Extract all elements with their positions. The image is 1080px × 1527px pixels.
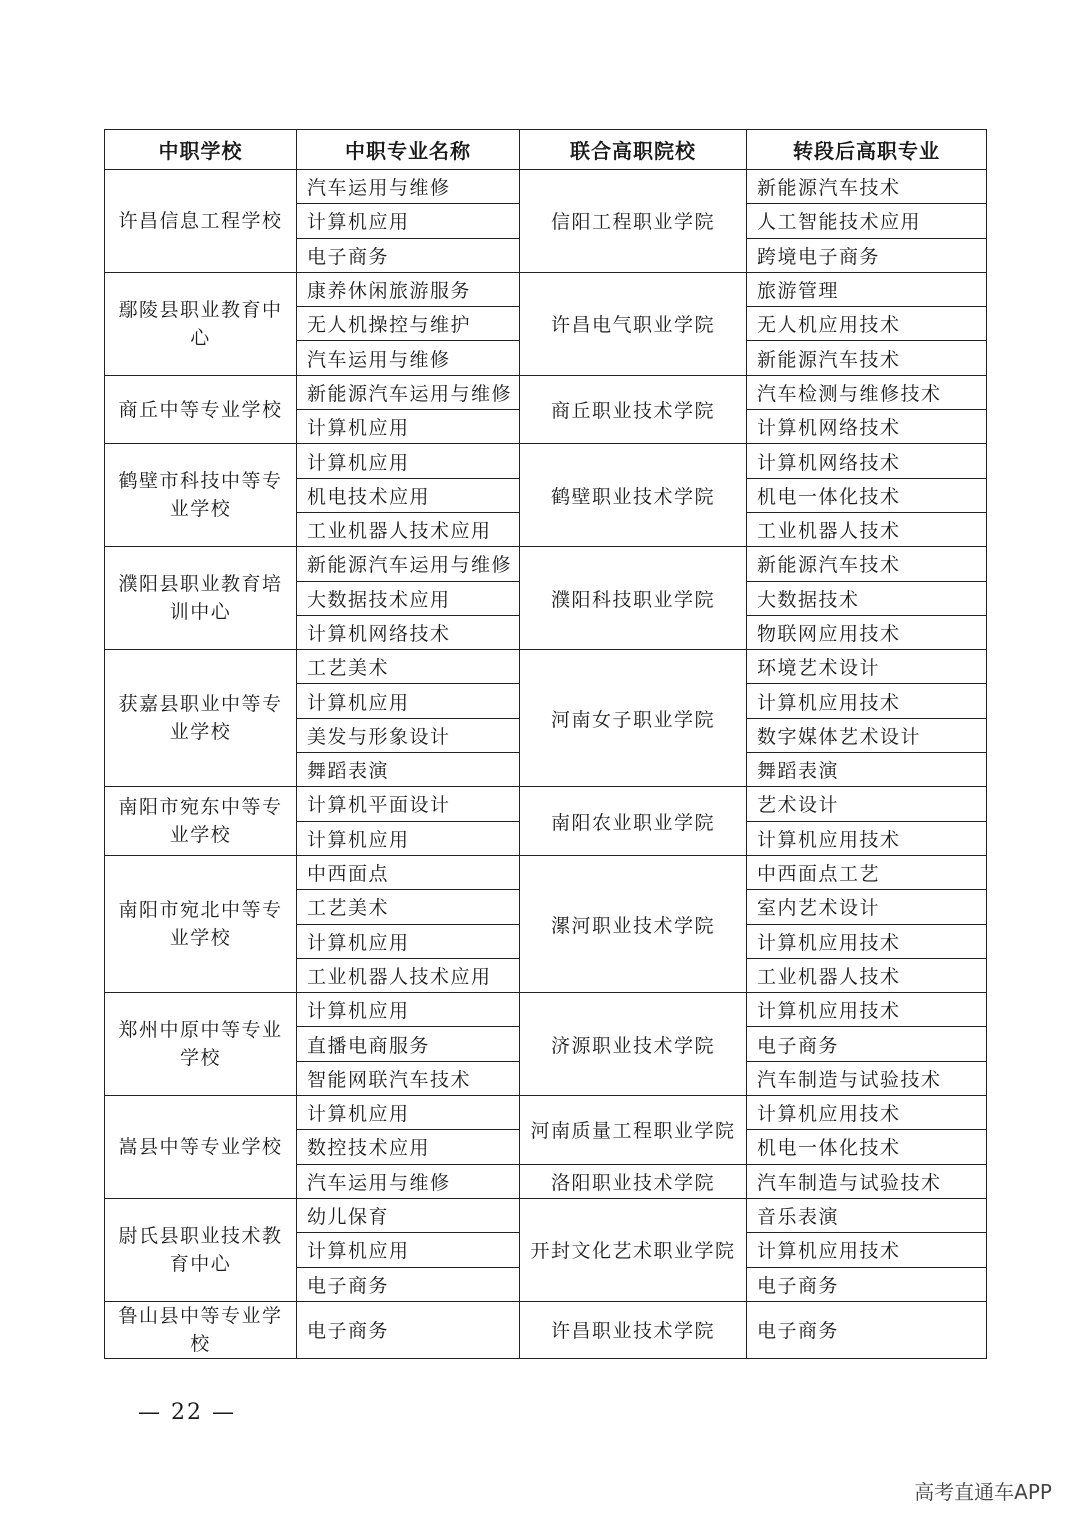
college-major-cell: 音乐表演 [747,1198,987,1232]
table-body [105,170,987,1359]
college-major-cell: 跨境电子商务 [747,238,987,272]
partner-college-cell: 南阳农业职业学院 [520,787,747,856]
partner-college-cell: 河南质量工程职业学院 [520,1096,747,1165]
table-row [105,444,987,478]
secondary-school-cell: 南阳市宛北中等专业学校 [105,855,297,992]
header-college-major: 转段后高职专业 [747,130,987,170]
secondary-major-cell: 计算机平面设计 [297,787,520,821]
partner-college-cell: 开封文化艺术职业学院 [520,1198,747,1301]
college-major-cell: 电子商务 [747,1027,987,1061]
partner-college-cell: 河南女子职业学院 [520,650,747,787]
college-major-cell: 机电一体化技术 [747,478,987,512]
secondary-major-cell: 计算机网络技术 [297,615,520,649]
partner-college-cell: 商丘职业技术学院 [520,375,747,444]
table-row [105,993,987,1027]
secondary-major-cell: 计算机应用 [297,444,520,478]
college-major-cell: 机电一体化技术 [747,1130,987,1164]
table-row [105,375,987,409]
partner-college-cell: 信阳工程职业学院 [520,170,747,273]
secondary-major-cell: 汽车运用与维修 [297,1164,520,1198]
secondary-major-cell: 美发与形象设计 [297,718,520,752]
secondary-major-cell: 工业机器人技术应用 [297,512,520,546]
college-major-cell: 计算机应用技术 [747,993,987,1027]
partner-college-cell: 济源职业技术学院 [520,993,747,1096]
table-header-row [105,130,987,170]
college-major-cell: 汽车制造与试验技术 [747,1061,987,1095]
secondary-major-cell: 汽车运用与维修 [297,341,520,375]
page-number: — 22 — [138,1400,236,1425]
college-major-cell: 人工智能技术应用 [747,204,987,238]
secondary-major-cell: 中西面点 [297,855,520,889]
secondary-major-cell: 工艺美术 [297,890,520,924]
secondary-school-cell: 尉氏县职业技术教育中心 [105,1198,297,1301]
secondary-school-cell: 郑州中原中等专业学校 [105,993,297,1096]
college-major-cell: 环境艺术设计 [747,650,987,684]
college-major-cell: 计算机应用技术 [747,821,987,855]
secondary-major-cell: 计算机应用 [297,684,520,718]
college-major-cell: 电子商务 [747,1267,987,1301]
college-major-cell: 艺术设计 [747,787,987,821]
table-row [105,650,987,684]
college-major-cell: 工业机器人技术 [747,958,987,992]
secondary-major-cell: 计算机应用 [297,204,520,238]
college-major-cell: 计算机应用技术 [747,924,987,958]
table-row [105,547,987,581]
secondary-major-cell: 幼儿保育 [297,1198,520,1232]
partner-college-cell: 许昌电气职业学院 [520,272,747,375]
secondary-major-cell: 工艺美术 [297,650,520,684]
secondary-major-cell: 电子商务 [297,1267,520,1301]
secondary-major-cell: 新能源汽车运用与维修 [297,375,520,409]
table-row [105,1301,987,1358]
college-major-cell: 计算机网络技术 [747,410,987,444]
partner-college-cell: 许昌职业技术学院 [520,1301,747,1358]
table-row [105,272,987,306]
table-row [105,170,987,204]
header-secondary-school: 中职学校 [105,130,297,170]
college-major-cell: 汽车检测与维修技术 [747,375,987,409]
college-major-cell: 计算机应用技术 [747,1233,987,1267]
college-major-cell: 新能源汽车技术 [747,170,987,204]
secondary-major-cell: 数控技术应用 [297,1130,520,1164]
secondary-school-cell: 鲁山县中等专业学校 [105,1301,297,1358]
watermark: 高考直通车APP [914,1480,1052,1504]
secondary-major-cell: 无人机操控与维护 [297,307,520,341]
college-major-cell: 计算机应用技术 [747,684,987,718]
college-major-cell: 中西面点工艺 [747,855,987,889]
college-major-cell: 新能源汽车技术 [747,547,987,581]
header-partner-college: 联合高职院校 [520,130,747,170]
table-row [105,1096,987,1130]
college-major-cell: 计算机网络技术 [747,444,987,478]
secondary-school-cell: 嵩县中等专业学校 [105,1096,297,1199]
secondary-major-cell: 康养休闲旅游服务 [297,272,520,306]
secondary-major-cell: 直播电商服务 [297,1027,520,1061]
college-major-cell: 新能源汽车技术 [747,341,987,375]
college-major-cell: 无人机应用技术 [747,307,987,341]
partner-college-cell: 鹤壁职业技术学院 [520,444,747,547]
table-row [105,1198,987,1232]
table-row [105,787,987,821]
secondary-major-cell: 计算机应用 [297,410,520,444]
secondary-major-cell: 智能网联汽车技术 [297,1061,520,1095]
majors-table [104,129,987,1359]
college-major-cell: 汽车制造与试验技术 [747,1164,987,1198]
college-major-cell: 工业机器人技术 [747,512,987,546]
partner-college-cell: 漯河职业技术学院 [520,855,747,992]
secondary-major-cell: 工业机器人技术应用 [297,958,520,992]
college-major-cell: 物联网应用技术 [747,615,987,649]
secondary-major-cell: 机电技术应用 [297,478,520,512]
table-row [105,855,987,889]
secondary-school-cell: 鹤壁市科技中等专业学校 [105,444,297,547]
secondary-major-cell: 汽车运用与维修 [297,170,520,204]
college-major-cell: 室内艺术设计 [747,890,987,924]
college-major-cell: 计算机应用技术 [747,1096,987,1130]
partner-college-cell: 濮阳科技职业学院 [520,547,747,650]
secondary-school-cell: 商丘中等专业学校 [105,375,297,444]
partner-college-cell: 洛阳职业技术学院 [520,1164,747,1198]
secondary-school-cell: 南阳市宛东中等专业学校 [105,787,297,856]
secondary-major-cell: 计算机应用 [297,993,520,1027]
secondary-major-cell: 计算机应用 [297,1233,520,1267]
header-secondary-major: 中职专业名称 [297,130,520,170]
secondary-major-cell: 计算机应用 [297,1096,520,1130]
secondary-major-cell: 舞蹈表演 [297,753,520,787]
secondary-school-cell: 许昌信息工程学校 [105,170,297,273]
secondary-major-cell: 大数据技术应用 [297,581,520,615]
secondary-school-cell: 获嘉县职业中等专业学校 [105,650,297,787]
college-major-cell: 舞蹈表演 [747,753,987,787]
secondary-major-cell: 电子商务 [297,1301,520,1358]
secondary-major-cell: 计算机应用 [297,821,520,855]
secondary-school-cell: 鄢陵县职业教育中心 [105,272,297,375]
secondary-major-cell: 计算机应用 [297,924,520,958]
secondary-school-cell: 濮阳县职业教育培训中心 [105,547,297,650]
secondary-major-cell: 新能源汽车运用与维修 [297,547,520,581]
college-major-cell: 大数据技术 [747,581,987,615]
college-major-cell: 电子商务 [747,1301,987,1358]
secondary-major-cell: 电子商务 [297,238,520,272]
college-major-cell: 旅游管理 [747,272,987,306]
college-major-cell: 数字媒体艺术设计 [747,718,987,752]
